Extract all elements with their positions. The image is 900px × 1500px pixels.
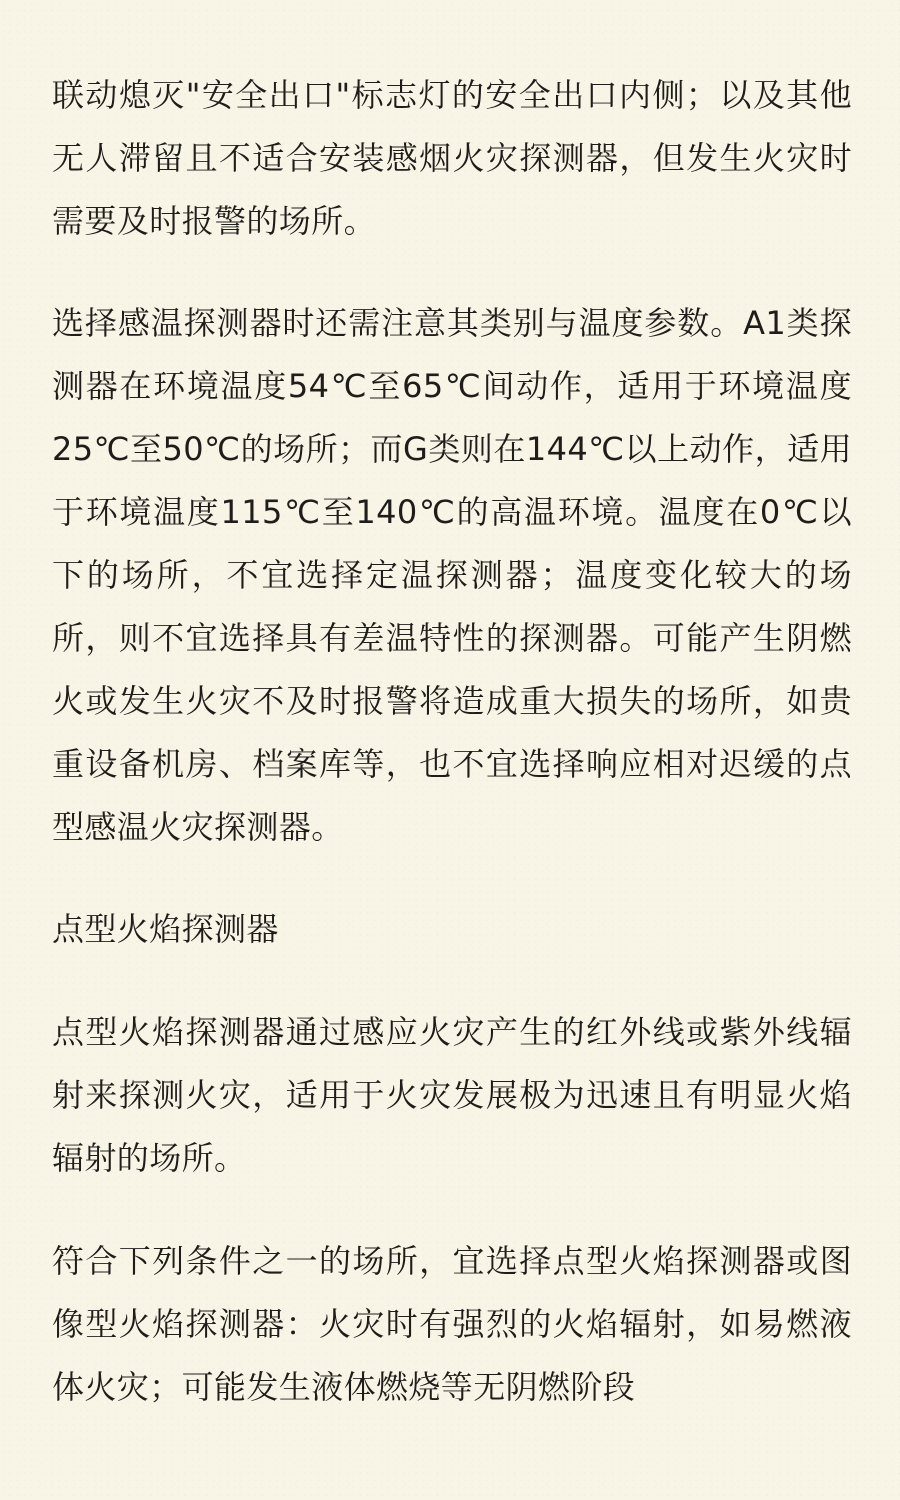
paragraph-flame-detector-intro: 点型火焰探测器通过感应火灾产生的红外线或紫外线辐射来探测火灾，适用于火灾发展极为迅速且有明显火焰辐射的场所。: [52, 1013, 852, 1177]
paragraph-heat-detector-parameters: 选择感温探测器时还需注意其类别与温度参数。A1类探测器在环境温度54℃至65℃间动作，适用于环境温度25℃至50℃的场所；而G类则在144℃以上动作，适用于环境温度115℃至140℃的高温环境。温度在0℃以下的场所，不宜选择定温探测器；温度变化较大的场所，则不宜选择具有差温特性的探测器。可能产生阴燃火或发生火灾不及时报警将造成重大损失的场所，如贵重设备机房、档案库等，也不宜选择响应相对迟缓的点型感温火灾探测器。: [52, 304, 852, 846]
paragraph-flame-detector-conditions: 符合下列条件之一的场所，宜选择点型火焰探测器或图像型火焰探测器：火灾时有强烈的火焰辐射，如易燃液体火灾；可能发生液体燃烧等无阴燃阶段: [52, 1242, 852, 1406]
section-heading-flame-detector: 点型火焰探测器: [52, 910, 279, 948]
article-body: [52, 64, 852, 1419]
paragraph-smoke-detector-exceptions: 联动熄灭"安全出口"标志灯的安全出口内侧；以及其他无人滞留且不适合安装感烟火灾探测器，但发生火灾时需要及时报警的场所。: [52, 76, 852, 240]
